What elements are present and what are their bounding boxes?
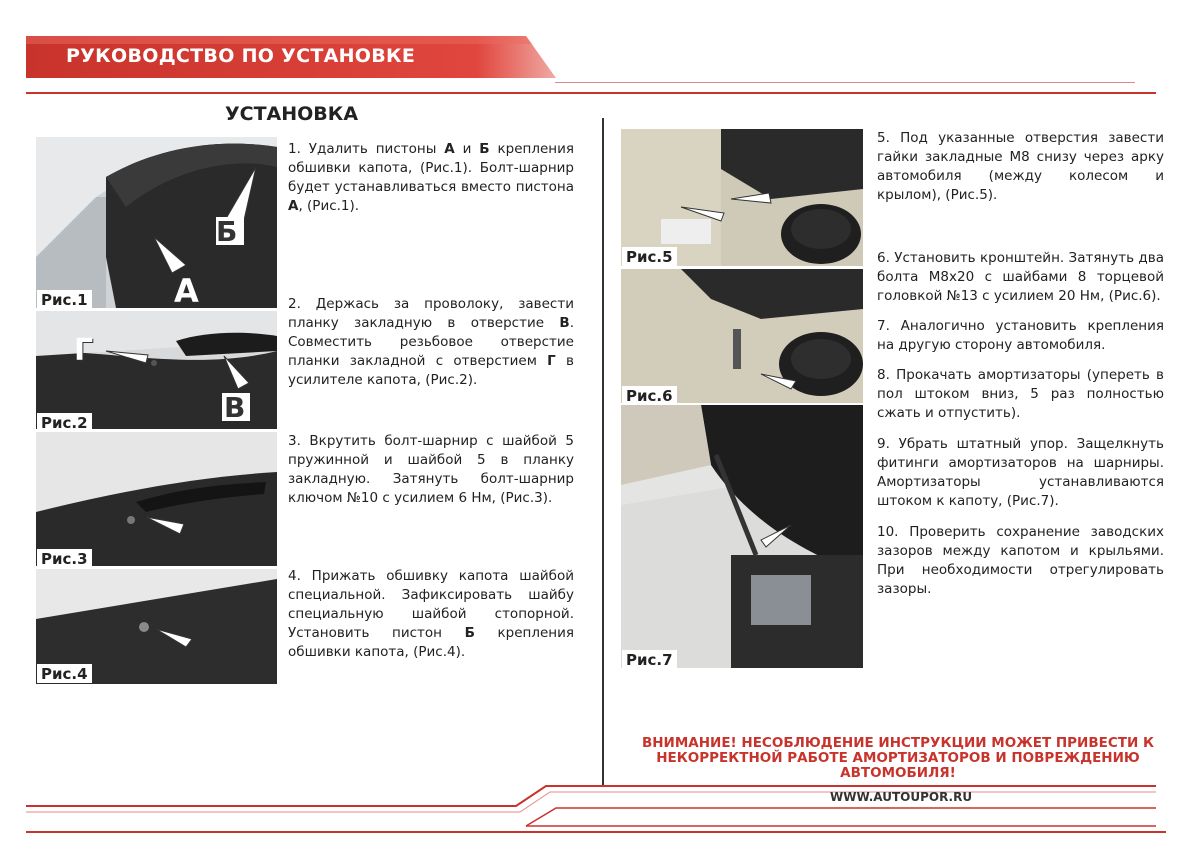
step-1 — [288, 140, 574, 216]
step-text: крепления обшивки капота, (Рис.4). — [288, 625, 574, 660]
marker-a: А — [174, 272, 199, 308]
figure-2-photo — [36, 311, 277, 429]
header-banner — [26, 36, 556, 78]
figure-4-label: Рис.4 — [37, 664, 92, 683]
figure-6-photo — [621, 269, 863, 403]
step-3 — [288, 432, 574, 508]
figure-2-label: Рис.2 — [37, 413, 92, 432]
header-rule-thin — [555, 82, 1135, 83]
warning-line-2: НЕКОРРЕКТНОЙ РАБОТЕ АМОРТИЗАТОРОВ И ПОВРЕЖДЕНИЮ — [656, 750, 1140, 766]
step-text: 7. Аналогично установить крепления на другую сторону автомобиля. — [877, 318, 1164, 353]
step-text: 8. Прокачать амортизаторы (упереть в пол штоком вниз, 5 раз полностью сжать и отпустить). — [877, 367, 1164, 421]
step-4 — [288, 567, 574, 662]
step-6 — [877, 249, 1164, 306]
header-rule — [26, 92, 1156, 94]
figure-5-photo — [621, 129, 863, 266]
banner-title: РУКОВОДСТВО ПО УСТАНОВКЕ — [66, 45, 416, 67]
warning-line-1: ВНИМАНИЕ! НЕСОБЛЮДЕНИЕ ИНСТРУКЦИИ МОЖЕТ ПРИВЕСТИ К — [641, 735, 1155, 751]
step-8 — [877, 366, 1164, 423]
step-text: 6. Установить кронштейн. Затянуть два болта М8х20 с шайбами 8 торцевой головкой №13 с усилием 20 Нм, (Рис.6). — [877, 250, 1164, 304]
warning-text — [628, 736, 1168, 781]
figure-3-photo — [36, 432, 277, 566]
step-text: 9. Убрать штатный упор. Защелкнуть фитинги амортизаторов на шарниры. Амортизаторы устанавливаются штоком к капоту, (Рис.7). — [877, 436, 1164, 509]
step-7 — [877, 317, 1164, 355]
step-text: 3. Вкрутить болт-шарнир с шайбой 5 пружинной и шайбой 5 в планку закладную. Затянуть болт-шарнир ключом №10 с усилием 6 Нм, (Рис.3). — [288, 433, 574, 506]
step-text: 5. Под указанные отверстия завести гайки закладные М8 снизу через арку автомобиля (между колесом и крылом), (Рис.5). — [877, 130, 1164, 203]
step-text: в усилителе капота, (Рис.2). — [288, 353, 575, 388]
warning-line-3: АВТОМОБИЛЯ! — [840, 765, 956, 781]
column-divider — [602, 118, 604, 786]
step-text: 1. Удалить пистоны — [288, 141, 445, 157]
figure-1-label: Рис.1 — [37, 290, 92, 309]
figure-5-label: Рис.5 — [622, 247, 677, 266]
website-url[interactable]: WWW.AUTOUPOR.RU — [830, 790, 973, 804]
step-10 — [877, 523, 1164, 599]
figure-3-label: Рис.3 — [37, 549, 92, 568]
step-bold-marker: А — [288, 198, 299, 214]
marker-b: Б — [216, 215, 238, 248]
step-text: 4. Прижать обшивку капота шайбой специальной. Зафиксировать шайбу специальную шайбой стопорной. Установить пистон — [288, 568, 574, 641]
step-text: и — [454, 141, 480, 157]
figure-7-photo — [621, 405, 863, 668]
step-bold-marker: Г — [547, 353, 556, 369]
step-bold-marker: Б — [464, 625, 475, 641]
footer-lines — [26, 780, 1166, 840]
marker-g: Г — [74, 333, 94, 368]
figure-6-label: Рис.6 — [622, 386, 677, 405]
marker-v: В — [224, 391, 246, 424]
step-text: 2. Держась за проволоку, завести планку закладную в отверстие — [288, 296, 574, 331]
section-title: УСТАНОВКА — [225, 103, 359, 125]
figure-7-label: Рис.7 — [622, 650, 677, 669]
step-2 — [288, 295, 574, 390]
step-bold-marker: В — [559, 315, 570, 331]
step-text: крепления обшивки капота, (Рис.1). Болт-шарнир будет устанавливаться вместо пистона — [288, 141, 575, 195]
step-text: . Совместить резьбовое отверстие планки закладной с отверстием — [288, 315, 574, 369]
step-text: , (Рис.1). — [298, 198, 360, 214]
step-bold-marker: А — [444, 141, 455, 157]
step-text: 10. Проверить сохранение заводских зазоров между капотом и крыльями. При необходимости отрегулировать зазоры. — [877, 524, 1164, 597]
figure-1-photo — [36, 137, 277, 308]
step-9 — [877, 435, 1164, 511]
step-5 — [877, 129, 1164, 205]
step-bold-marker: Б — [479, 141, 490, 157]
